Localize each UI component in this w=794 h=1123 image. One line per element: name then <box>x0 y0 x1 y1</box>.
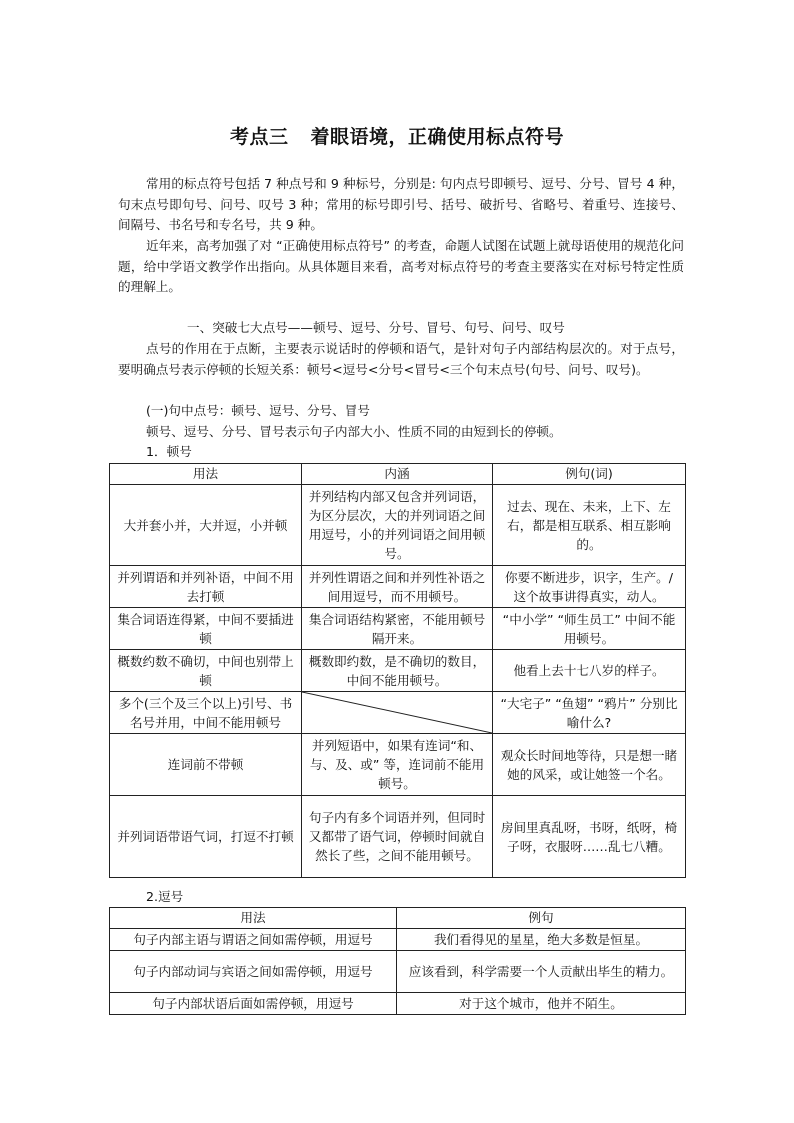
usage-cell: 并列谓语和并列补语，中间不用去打顿 <box>110 566 302 608</box>
header-usage: 用法 <box>110 908 397 929</box>
meaning-cell: 并列短语中，如果有连词“和、与、及、或” 等，连词前不能用顿号。 <box>302 734 493 796</box>
table-row <box>110 608 686 650</box>
dunhao-label: 1．顿号 <box>146 444 192 459</box>
section-heading: 一、突破七大点号——顿号、逗号、分号、冒号、句号、问号、叹号 <box>187 320 565 335</box>
meaning-cell: 并列性谓语之间和并列性补语之间用逗号，而不用顿号。 <box>302 566 493 608</box>
page-title <box>0 122 794 149</box>
header-example: 例句(词) <box>493 464 686 485</box>
subsection-body: 顿号、逗号、分号、冒号表示句子内部大小、性质不同的由短到长的停顿。 <box>146 424 562 439</box>
usage-cell: 句子内部动词与宾语之间如需停顿，用逗号 <box>110 951 397 993</box>
usage-cell: 并列词语带语气词，打逗不打顿 <box>110 796 302 878</box>
example-cell: 房间里真乱呀，书呀，纸呀，椅子呀，衣服呀……乱七八糟。 <box>493 796 686 878</box>
table-row <box>110 734 686 796</box>
title-part2: 着眼语境，正确使用标点符号 <box>310 126 565 148</box>
usage-cell: 句子内部状语后面如需停顿，用逗号 <box>110 993 397 1015</box>
table-row <box>110 993 686 1015</box>
example-cell: “中小学” “师生员工” 中间不能用顿号。 <box>493 608 686 650</box>
usage-cell: 连词前不带顿 <box>110 734 302 796</box>
example-cell: 应该看到，科学需要一个人贡献出毕生的精力。 <box>397 951 686 993</box>
example-cell: “大宅子” “鱼翅” “鸦片” 分别比喻什么? <box>493 692 686 734</box>
example-cell: 对于这个城市，他并不陌生。 <box>397 993 686 1015</box>
diagonal-line <box>302 692 492 733</box>
table-row <box>110 485 686 566</box>
example-cell: 观众长时间地等待，只是想一睹她的风采，或让她签一个名。 <box>493 734 686 796</box>
example-cell: 他看上去十七八岁的样子。 <box>493 650 686 692</box>
usage-cell: 多个(三个及三个以上)引号、书名号并用，中间不能用顿号 <box>110 692 302 734</box>
section-body: 点号的作用在于点断，主要表示说话时的停顿和语气，是针对句子内部结构层次的。对于点号，要明确点号表示停顿的长短关系：顿号<逗号<分号<冒号<三个句末点号(句号、问号、叹号)。 <box>118 341 684 377</box>
table-row <box>110 566 686 608</box>
header-usage: 用法 <box>110 464 302 485</box>
table-row <box>110 929 686 951</box>
meaning-cell: 并列结构内部又包含并列词语，为区分层次，大的并列词语之间用逗号，小的并列词语之间用顿号。 <box>302 485 493 566</box>
douhao-label: 2.逗号 <box>146 889 184 904</box>
meaning-cell: 概数即约数，是不确切的数目，中间不能用顿号。 <box>302 650 493 692</box>
meaning-cell: 集合词语结构紧密，不能用顿号隔开来。 <box>302 608 493 650</box>
table-row <box>110 796 686 878</box>
intro-paragraph-1: 常用的标点符号包括 7 种点号和 9 种标号，分别是: 句内点号即顿号、逗号、分号、冒号 4 种，句末点号即句号、问号、叹号 3 种；常用的标号即引号、括号、破折号、省略号、着重号、连接号、间隔号、书名号和专名号，共 9 种。 <box>118 176 684 232</box>
usage-cell: 句子内部主语与谓语之间如需停顿，用逗号 <box>110 929 397 951</box>
example-cell: 你要不断进步，识字，生产。/ 这个故事讲得真实，动人。 <box>493 566 686 608</box>
usage-cell: 概数约数不确切，中间也别带上顿 <box>110 650 302 692</box>
subsection-heading: (一)句中点号：顿号、逗号、分号、冒号 <box>146 403 370 418</box>
usage-cell: 集合词语连得紧，中间不要插进顿 <box>110 608 302 650</box>
example-cell: 我们看得见的星星，绝大多数是恒星。 <box>397 929 686 951</box>
douhao-table <box>109 907 686 1015</box>
table-row <box>110 692 686 734</box>
header-meaning: 内涵 <box>302 464 493 485</box>
usage-cell: 大并套小并，大并逗，小并顿 <box>110 485 302 566</box>
meaning-cell: 句子内有多个词语并列，但同时又都带了语气词，停顿时间就自然长了些，之间不能用顿号。 <box>302 796 493 878</box>
table-row <box>110 650 686 692</box>
table-row <box>110 951 686 993</box>
table-header-row <box>110 464 686 485</box>
header-example: 例句 <box>397 908 686 929</box>
intro-paragraph-2: 近年来，高考加强了对 “正确使用标点符号” 的考查，命题人试图在试题上就母语使用的规范化问题，给中学语文教学作出指向。从具体题目来看，高考对标点符号的考查主要落实在对标号特定性质的理解上。 <box>118 238 684 294</box>
table-header-row <box>110 908 686 929</box>
dunhao-table <box>109 463 686 878</box>
example-cell: 过去、现在、未来，上下、左右，都是相互联系、相互影响的。 <box>493 485 686 566</box>
diagonal-empty-cell <box>302 692 493 734</box>
title-part1: 考点三 <box>229 126 289 148</box>
